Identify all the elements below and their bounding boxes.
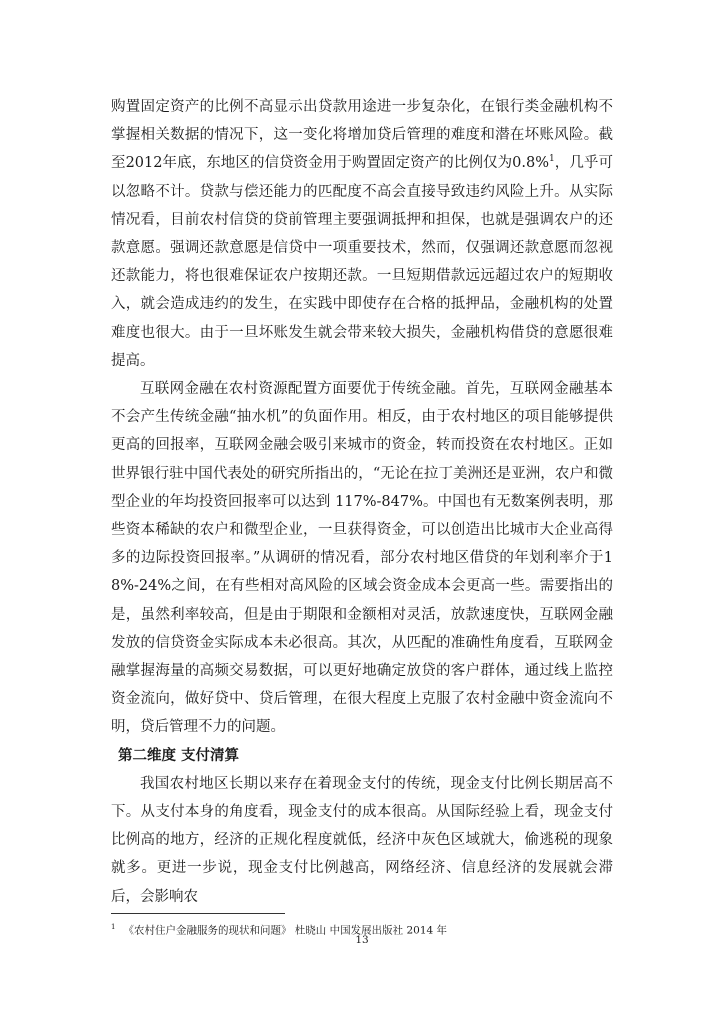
paragraph-1-text-a: 购置固定资产的比例不高显示出贷款用途进一步复杂化，在银行类金融机构不掌握相关数据的情况下，这一变化将增加贷后管理的难度和潜在坏账风险。截至2012年底，东地区的信贷资金用于购置固定资产的比例仅为0.8% — [111, 99, 613, 172]
paragraph-2: 互联网金融在农村资源配置方面要优于传统金融。首先，互联网金融基本不会产生传统金融“抽水机”的负面作用。相反，由于农村地区的项目能够提供更高的回报率，互联网金融会吸引来城市的资金，转而投资在农村地区。正如世界银行驻中国代表处的研究所指出的，“无论在拉丁美洲还是亚洲，农户和微型企业的年均投资回报率可以达到 117%-847%。中国也有无数案例表明，那些资本稀缺的农户和微型企业，一旦获得资金，可以创造出比城市大企业高得多的边际投资回报率。”从调研的情况看，部分农村地区借贷的年划利率介于18%-24%之间，在有些相对高风险的区域会资金成本会更高一些。需要指出的是，虽然利率较高，但是由于期限和金额相对灵活，放款速度快，互联网金融发放的信贷资金实际成本未必很高。其次，从匹配的准确性角度看，互联网金融掌握海量的高频交易数据，可以更好地确定放贷的客户群体，通过线上监控资金流向，做好贷中、贷后管理，在很大程度上克服了农村金融中资金流向不明，贷后管理不力的问题。 — [111, 381, 613, 736]
footnote-divider — [111, 913, 285, 914]
footnote-reference[interactable]: 1 — [548, 154, 555, 165]
paragraph-1-text-b: ，几乎可以忽略不计。贷款与偿还能力的匹配度不高会直接导致违约风险上升。从实际情况看，目前农村信贷的贷前管理主要强调抵押和担保，也就是强调农户的还款意愿。强调还款意愿是信贷中一项重要技术，然而，仅强调还款意愿而忽视还款能力，将也很难保证农户按期还款。一旦短期借款远远超过农户的短期收入，就会造成违约的发生，在实践中即使存在合格的抵押品，金融机构的处置难度也很大。由于一旦坏账发生就会带来较大损失，金融机构借贷的意愿很难提高。 — [111, 155, 613, 369]
body-text — [111, 93, 613, 911]
footnote-mark: 1 — [111, 923, 116, 931]
footnote-text: 《农村住户金融服务的现状和问题》 杜晓山 中国发展出版社 2014 年 — [123, 924, 448, 937]
section-heading: 第二维度 支付清算 — [118, 747, 240, 764]
paragraph-1 — [111, 93, 613, 375]
paragraph-3: 我国农村地区长期以来存在着现金支付的传统，现金支付比例长期居高不下。从支付本身的角度看，现金支付的成本很高。从国际经验上看，现金支付比例高的地方，经济的正规化程度就低，经济中灰色区域就大，偷逃税的现象就多。更进一步说，现金支付比例越高，网络经济、信息经济的发展就会滞后，会影响农 — [111, 775, 613, 905]
page-number: 13 — [355, 934, 369, 946]
